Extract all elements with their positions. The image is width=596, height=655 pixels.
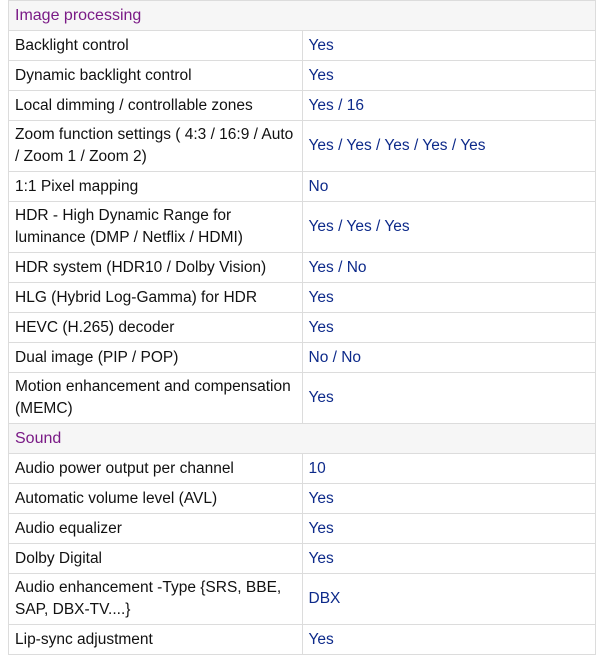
spec-value: DBX <box>302 574 596 625</box>
spec-label: Zoom function settings ( 4:3 / 16:9 / Auto / Zoom 1 / Zoom 2) <box>9 121 303 172</box>
spec-value: 10 <box>302 454 596 484</box>
spec-label: Dolby Digital <box>9 544 303 574</box>
table-row <box>9 574 596 625</box>
spec-value: Yes / Yes / Yes / Yes / Yes <box>302 121 596 172</box>
spec-label: HDR system (HDR10 / Dolby Vision) <box>9 253 303 283</box>
table-row <box>9 283 596 313</box>
table-row <box>9 253 596 283</box>
spec-label: Automatic volume level (AVL) <box>9 484 303 514</box>
spec-label: Motion enhancement and compensation (MEMC) <box>9 373 303 424</box>
section-header-sound <box>9 424 596 454</box>
spec-label: HLG (Hybrid Log-Gamma) for HDR <box>9 283 303 313</box>
section-title: Image processing <box>9 1 596 31</box>
spec-label: Audio power output per channel <box>9 454 303 484</box>
table-row <box>9 373 596 424</box>
spec-label: Audio enhancement -Type {SRS, BBE, SAP, DBX-TV....} <box>9 574 303 625</box>
spec-label: HDR - High Dynamic Range for luminance (DMP / Netflix / HDMI) <box>9 202 303 253</box>
spec-value: Yes <box>302 625 596 655</box>
spec-value: Yes <box>302 544 596 574</box>
spec-label: Dynamic backlight control <box>9 61 303 91</box>
section-header-image-processing <box>9 1 596 31</box>
table-row <box>9 172 596 202</box>
spec-value: Yes / Yes / Yes <box>302 202 596 253</box>
spec-value: Yes <box>302 514 596 544</box>
table-row <box>9 454 596 484</box>
spec-value: Yes <box>302 283 596 313</box>
spec-label: 1:1 Pixel mapping <box>9 172 303 202</box>
spec-value: Yes <box>302 484 596 514</box>
spec-value: Yes <box>302 373 596 424</box>
spec-value: No / No <box>302 343 596 373</box>
spec-label: Local dimming / controllable zones <box>9 91 303 121</box>
spec-label: Dual image (PIP / POP) <box>9 343 303 373</box>
table-row <box>9 313 596 343</box>
table-row <box>9 625 596 655</box>
spec-label: Lip-sync adjustment <box>9 625 303 655</box>
table-row <box>9 91 596 121</box>
spec-value: Yes <box>302 31 596 61</box>
section-title: Sound <box>9 424 596 454</box>
spec-value: Yes <box>302 313 596 343</box>
spec-label: Audio equalizer <box>9 514 303 544</box>
spec-label: Backlight control <box>9 31 303 61</box>
spec-label: HEVC (H.265) decoder <box>9 313 303 343</box>
spec-value: Yes / No <box>302 253 596 283</box>
spec-value: Yes <box>302 61 596 91</box>
spec-value: Yes / 16 <box>302 91 596 121</box>
table-row <box>9 484 596 514</box>
table-row <box>9 31 596 61</box>
table-row <box>9 544 596 574</box>
table-row <box>9 202 596 253</box>
spec-value: No <box>302 172 596 202</box>
table-row <box>9 514 596 544</box>
spec-table <box>8 0 596 655</box>
table-row <box>9 343 596 373</box>
table-row <box>9 61 596 91</box>
table-row <box>9 121 596 172</box>
